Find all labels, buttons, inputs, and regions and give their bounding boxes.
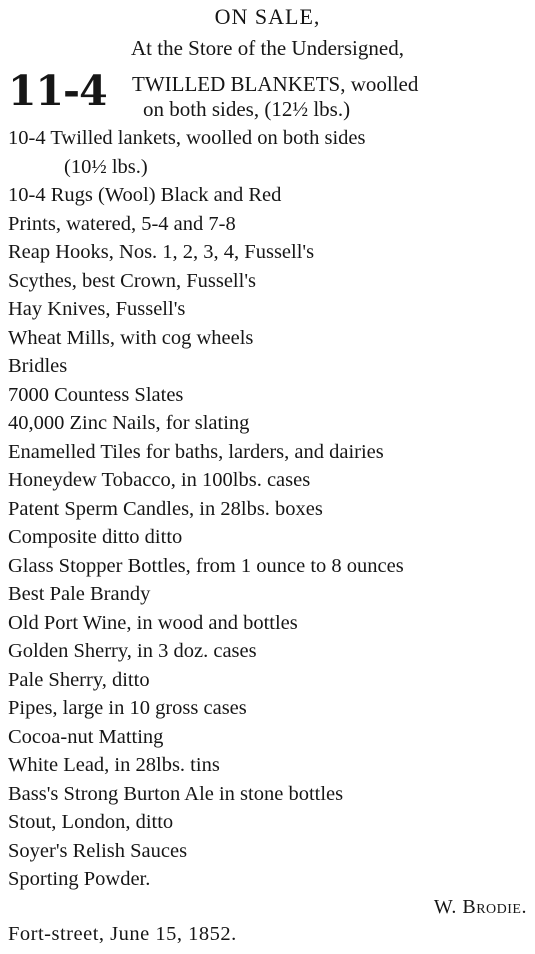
list-item: White Lead, in 28lbs. tins — [8, 754, 220, 776]
signature-initial: W. — [433, 896, 457, 918]
list-item: Stout, London, ditto — [8, 811, 174, 833]
list-item: Glass Stopper Bottles, from 1 ounce to 8 ounces — [8, 554, 404, 577]
page-subtitle: At the Store of the Undersigned, — [131, 36, 404, 60]
list-item: Golden Sherry, in 3 doz. cases — [8, 640, 257, 662]
lead-item-detail: on both sides, (12½ lbs.) — [143, 97, 351, 121]
goods-list — [8, 124, 404, 894]
list-item: Old Port Wine, in wood and bottles — [8, 611, 298, 634]
list-item: Hay Knives, Fussell's — [8, 298, 186, 320]
list-item: 10-4 Rugs (Wool) Black and Red — [8, 184, 282, 206]
lead-item-size: 11-4 — [8, 67, 107, 115]
page-title: ON SALE, — [214, 4, 321, 29]
list-item: Sporting Powder. — [8, 868, 151, 890]
list-item: Bass's Strong Burton Ale in stone bottles — [8, 782, 344, 805]
list-item: Best Pale Brandy — [8, 583, 151, 605]
list-item: Honeydew Tobacco, in 100lbs. cases — [8, 469, 311, 491]
list-item: Patent Sperm Candles, in 28lbs. boxes — [8, 497, 323, 520]
list-item-continuation: (10½ lbs.) — [64, 155, 148, 178]
list-item: Scythes, best Crown, Fussell's — [8, 269, 256, 292]
list-item: Pipes, large in 10 gross cases — [8, 697, 247, 719]
list-item: Cocoa-nut Matting — [8, 725, 164, 748]
list-item: Wheat Mills, with cog wheels — [8, 326, 254, 349]
dateline: Fort-street, June 15, 1852. — [8, 923, 237, 945]
list-item: Enamelled Tiles for baths, larders, and dairies — [8, 440, 384, 463]
signature-surname: Brodie. — [462, 896, 527, 918]
list-item: 7000 Countess Slates — [8, 383, 184, 406]
list-item: Bridles — [8, 355, 68, 377]
list-item: Pale Sherry, ditto — [8, 668, 150, 691]
list-item: 40,000 Zinc Nails, for slating — [8, 412, 250, 434]
list-item: 10-4 Twilled lankets, woolled on both sides — [8, 127, 366, 149]
list-item: Prints, watered, 5-4 and 7-8 — [8, 212, 236, 235]
lead-item-title: TWILLED BLANKETS, woolled — [132, 72, 419, 96]
list-item: Composite ditto ditto — [8, 526, 183, 548]
signature — [434, 896, 527, 919]
list-item: Reap Hooks, Nos. 1, 2, 3, 4, Fussell's — [8, 241, 315, 263]
list-item: Soyer's Relish Sauces — [8, 839, 188, 862]
